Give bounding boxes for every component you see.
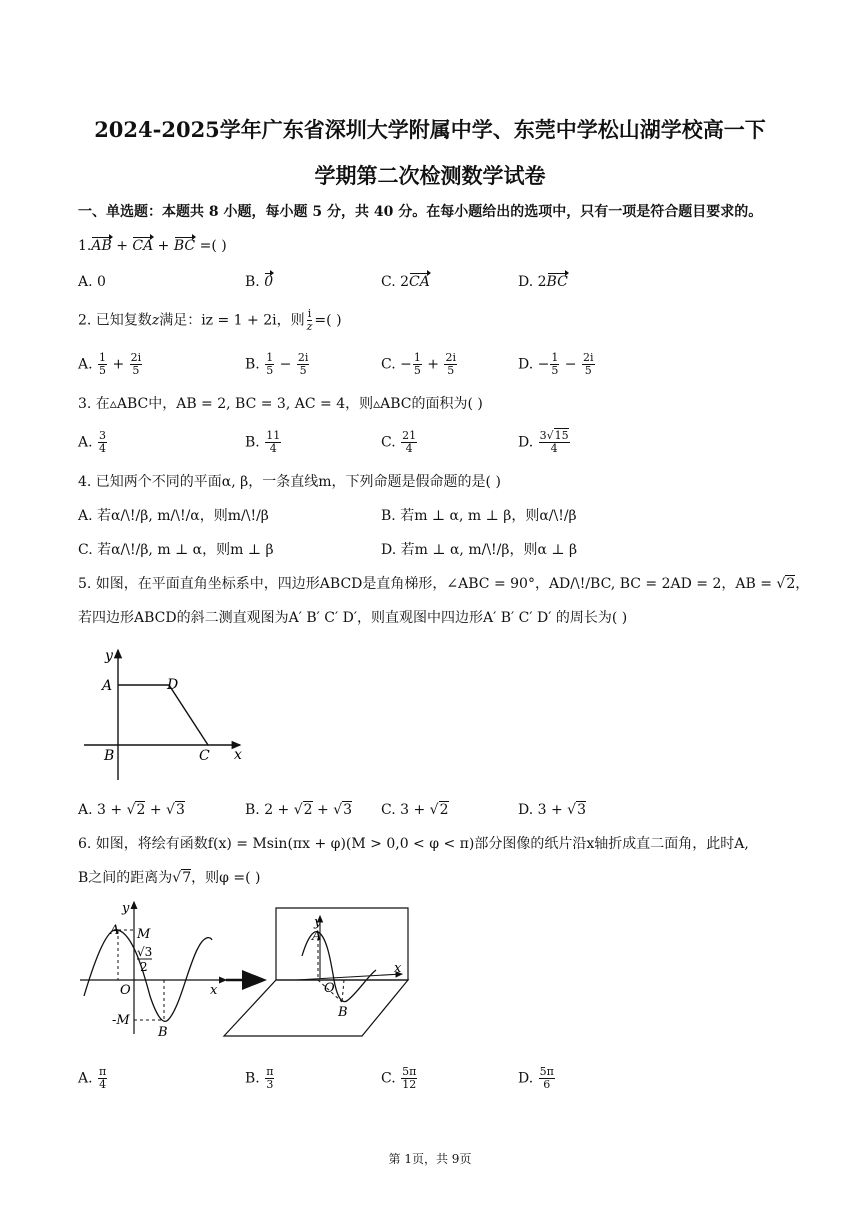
section-heading: 一、单选题：本题共 8 小题，每小题 5 分，共 40 分。在每小题给出的选项中，只有一项是符合题目要求的。 bbox=[78, 204, 763, 220]
q5-trapezoid bbox=[118, 685, 208, 745]
q1-option-b: B. 0 bbox=[245, 274, 274, 290]
q6-right-x-axis bbox=[296, 974, 402, 980]
q1-option-a: A. 0 bbox=[78, 274, 106, 290]
question-4: 4. 已知两个不同的平面α, β，一条直线m，下列命题是假命题的是( ) bbox=[78, 474, 501, 490]
title-line-1: 2024-2025学年广东省深圳大学附属中学、东莞中学松山湖学校高一下 bbox=[94, 117, 766, 142]
q6-right-label-a: A bbox=[312, 929, 322, 944]
q2-option-b: B. $\frac{1}{5}$ − $\frac{2i}{5}$ bbox=[245, 351, 309, 377]
question-3: 3. 在▵ABC中，AB = 2, BC = 3, AC = 4，则▵ABC的面积为( ) bbox=[78, 396, 483, 412]
q6-right-horizontal-plane bbox=[224, 980, 408, 1036]
q6-left-label-x: x bbox=[210, 983, 218, 998]
q5-option-d: D. 3 + √3 bbox=[518, 802, 587, 818]
q5-option-c: C. 3 + √2 bbox=[381, 802, 449, 818]
q6-right-label-o: O bbox=[324, 981, 335, 996]
q5-option-b: B. 2 + √2 + √3 bbox=[245, 802, 353, 818]
q4-option-c: C. 若α/\!/β, m ⊥ α，则m ⊥ β bbox=[78, 542, 274, 558]
q6-left-label-m: M bbox=[137, 927, 151, 942]
q4-option-b: B. 若m ⊥ α, m ⊥ β，则α/\!/β bbox=[381, 508, 577, 524]
q5-label-a: A bbox=[102, 678, 113, 694]
q6-right-curve-lower bbox=[334, 970, 376, 1002]
q3-option-c: C. $\frac{21}{4}$ bbox=[381, 429, 417, 455]
page-footer: 第 1页，共 9页 bbox=[388, 1152, 472, 1166]
q6-option-b: B. $\frac{\pi}{3}$ bbox=[245, 1065, 274, 1091]
title-line-2: 学期第二次检测数学试卷 bbox=[314, 163, 546, 188]
q1-option-c: C. 2CA bbox=[381, 274, 430, 290]
q3-option-b: B. $\frac{11}{4}$ bbox=[245, 429, 281, 455]
q5-label-b: B bbox=[104, 748, 115, 764]
q6-option-c: C. $\frac{5\pi}{12}$ bbox=[381, 1065, 417, 1091]
q6-right-dash-2 bbox=[342, 980, 344, 1002]
question-5-line-1: 5. 如图，在平面直角坐标系中，四边形ABCD是直角梯形，∠ABC = 90°，AD/\!/BC, BC = 2AD = 2，AB = √2， bbox=[78, 576, 810, 592]
q5-label-x: x bbox=[234, 747, 242, 763]
q6-right-label-b: B bbox=[338, 1005, 348, 1020]
q6-left-label-y: y bbox=[122, 901, 130, 916]
q6-option-a: A. $\frac{\pi}{4}$ bbox=[78, 1065, 107, 1091]
q6-option-d: D. $\frac{5\pi}{6}$ bbox=[518, 1065, 554, 1091]
q6-left-sine-curve bbox=[84, 930, 212, 1022]
q6-right-vertical-plane bbox=[276, 908, 408, 980]
q5-option-a: A. 3 + √2 + √3 bbox=[78, 802, 185, 818]
q5-label-c: C bbox=[199, 748, 210, 764]
q2-option-c: C. − $\frac{1}{5}$ + $\frac{2i}{5}$ bbox=[381, 351, 457, 377]
question-2: 2. 已知复数z满足：iz = 1 + 2i，则 $\frac{i}{z}$ =( ) bbox=[78, 307, 342, 333]
q4-option-a: A. 若α/\!/β, m/\!/α，则m/\!/β bbox=[78, 508, 269, 524]
q6-left-label-b: B bbox=[158, 1025, 168, 1040]
q6-right-label-y: y bbox=[314, 915, 322, 930]
q3-option-a: A. $\frac{3}{4}$ bbox=[78, 429, 107, 455]
q6-left-label-a: A bbox=[110, 923, 120, 938]
q6-left-label-negm: -M bbox=[112, 1013, 130, 1028]
q6-left-label-sqrt3: √3 bbox=[137, 945, 153, 959]
q4-option-d: D. 若m ⊥ α, m/\!/β，则α ⊥ β bbox=[381, 542, 578, 558]
question-6-line-1: 6. 如图，将绘有函数f(x) = Msin(πx + φ)(M > 0,0 < φ < π)部分图像的纸片沿x轴折成直二面角，此时A, bbox=[78, 836, 749, 852]
q6-left-label-o: O bbox=[120, 983, 131, 998]
q6-fold-figure bbox=[76, 896, 426, 1046]
question-6-line-2: B之间的距离为√7，则φ =( ) bbox=[78, 870, 261, 886]
q5-label-y: y bbox=[105, 648, 113, 664]
q1-option-d: D. 2BC bbox=[518, 274, 568, 290]
question-1: 1.AB + CA + BC =( ) bbox=[78, 238, 227, 254]
q5-label-d: D bbox=[167, 677, 179, 693]
q2-option-d: D. − $\frac{1}{5}$ − $\frac{2i}{5}$ bbox=[518, 351, 594, 377]
question-5-line-2: 若四边形ABCD的斜二测直观图为A′ B′ C′ D′，则直观图中四边形A′ B′ C′ D′ 的周长为( ) bbox=[78, 610, 628, 626]
q3-option-d: D. $\frac{3√15}{4}$ bbox=[518, 429, 569, 455]
q6-left-label-two: 2 bbox=[140, 960, 148, 974]
q6-right-label-x: x bbox=[394, 961, 402, 976]
q2-option-a: A. $\frac{1}{5}$ + $\frac{2i}{5}$ bbox=[78, 351, 142, 377]
q5-trapezoid-figure bbox=[80, 644, 250, 784]
